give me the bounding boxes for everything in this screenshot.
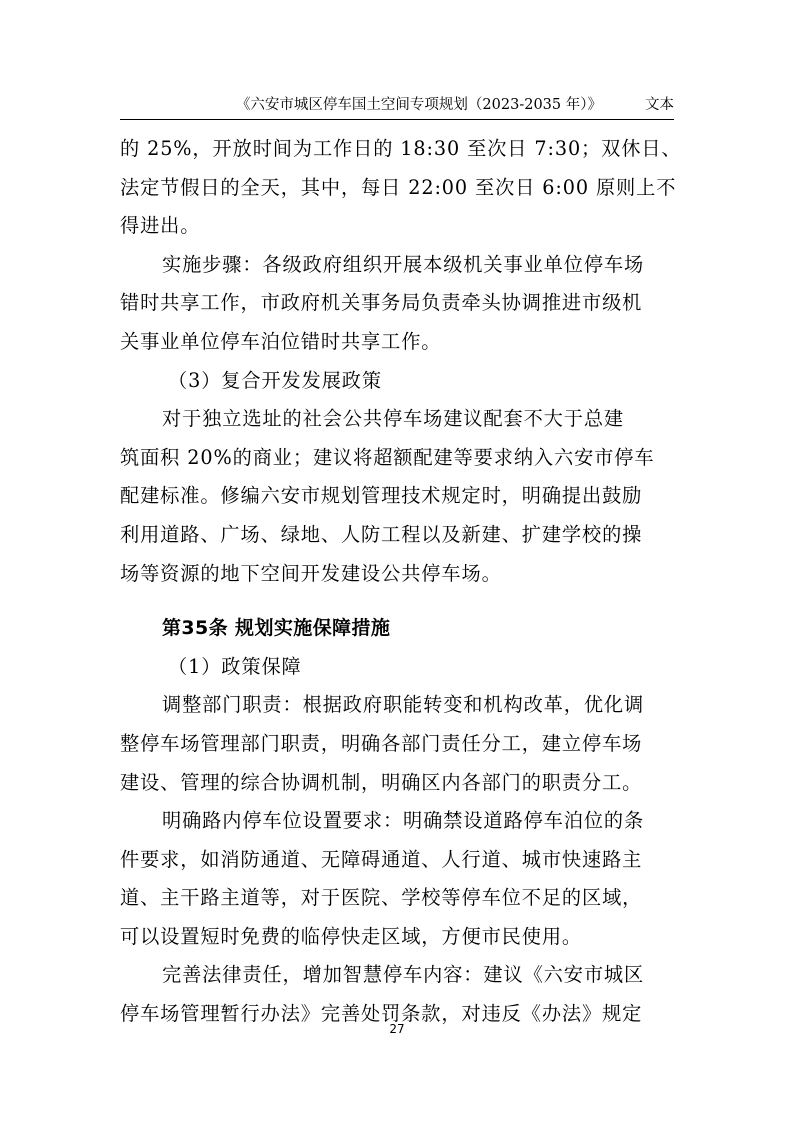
body-line: 配建标准。修编六安市规划管理技术规定时，明确提出鼓励 — [120, 484, 643, 508]
paragraph-start: 完善法律责任，增加智慧停车内容：建议《六安市城区 — [162, 963, 645, 987]
article-heading: 第35条 规划实施保障措施 — [162, 617, 391, 640]
body-line: 建设、管理的综合协调机制，明确区内各部门的职责分工。 — [120, 770, 643, 794]
body-line: 停车场管理暂行办法》完善处罚条款，对违反《办法》规定 — [120, 1002, 643, 1026]
section-gap — [120, 593, 676, 609]
body-line: 可以设置短时免费的临停快走区域，方便市民使用。 — [120, 924, 583, 948]
subsection-heading: （1）政策保障 — [168, 654, 302, 678]
body-line: 利用道路、广场、绿地、人防工程以及新建、扩建学校的操 — [120, 522, 643, 546]
paragraph-start: 调整部门职责：根据政府职能转变和机构改革，优化调 — [162, 693, 645, 717]
body-line: 件要求，如消防通道、无障碍通道、人行道、城市快速路主 — [120, 847, 643, 871]
subsection-heading: （3）复合开发发展政策 — [168, 368, 382, 392]
body-line: 整停车场管理部门职责，明确各部门责任分工，建立停车场 — [120, 731, 643, 755]
page-body — [120, 130, 682, 1034]
document-title: 《六安市城区停车国土空间专项规划（2023-2035 年）》 — [235, 97, 602, 113]
body-line: 场等资源的地下空间开发建设公共停车场。 — [120, 561, 502, 585]
body-line: 关事业单位停车泊位错时共享工作。 — [120, 329, 442, 353]
running-header — [120, 93, 674, 117]
section-tag: 文本 — [645, 97, 674, 113]
body-line: 得进出。 — [120, 214, 201, 238]
body-line: 的 25%，开放时间为工作日的 18:30 至次日 7:30；双休日、 — [120, 137, 682, 160]
body-line: 筑面积 20%的商业；建议将超额配建等要求纳入六安市停车 — [120, 445, 655, 469]
page-number: 27 — [389, 1022, 405, 1036]
paragraph-start: 实施步骤：各级政府组织开展本级机关事业单位停车场 — [162, 252, 645, 276]
paragraph-start: 对于独立选址的社会公共停车场建议配套不大于总建 — [162, 407, 625, 431]
body-line: 道、主干路主道等，对于医院、学校等停车位不足的区域， — [120, 886, 643, 910]
body-line: 错时共享工作，市政府机关事务局负责牵头协调推进市级机 — [120, 291, 643, 315]
body-line: 法定节假日的全天，其中，每日 22:00 至次日 6:00 原则上不 — [120, 175, 677, 199]
header-rule — [120, 119, 674, 120]
paragraph-start: 明确路内停车位设置要求：明确禁设道路停车泊位的条 — [162, 809, 645, 833]
